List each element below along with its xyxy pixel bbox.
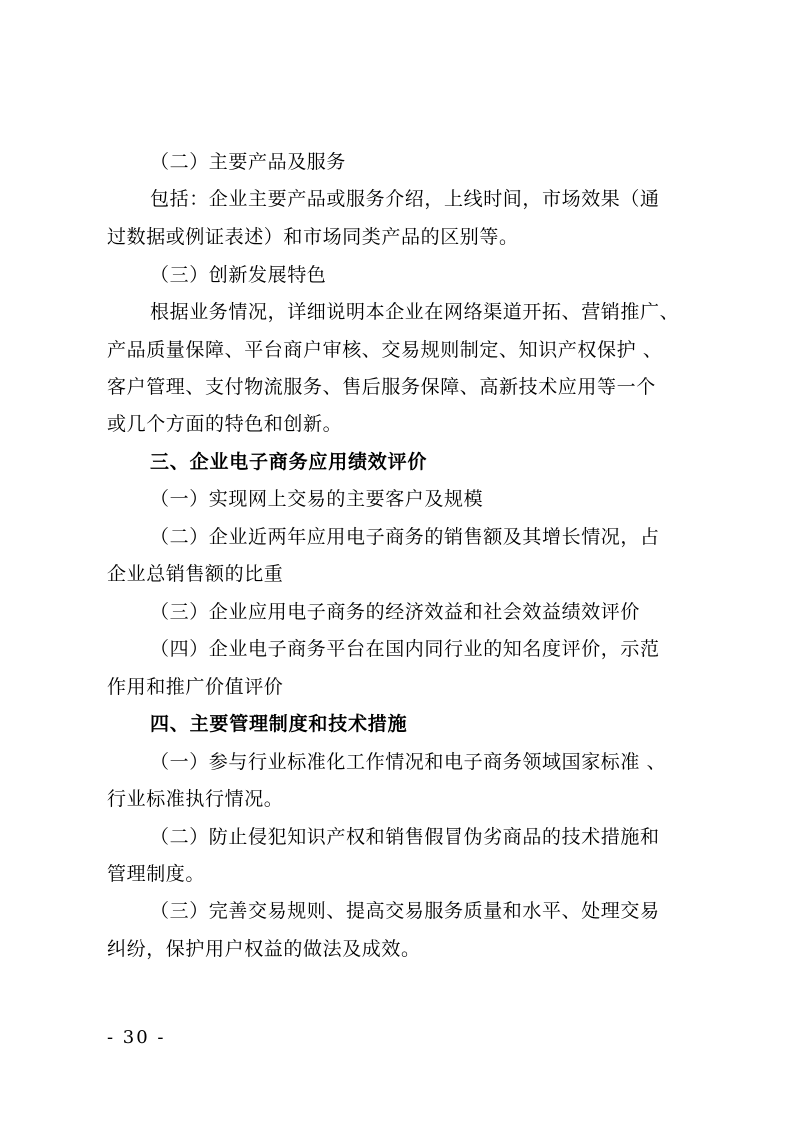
section-heading-management: 四、主要管理制度和技术措施 <box>150 713 408 735</box>
paragraph-line: 管理制度。 <box>107 863 206 885</box>
subsection-heading-innovation: （三）创新发展特色 <box>150 264 327 286</box>
paragraph-line: 企业总销售额的比重 <box>107 563 284 585</box>
list-item: （二）防止侵犯知识产权和销售假冒伪劣商品的技术措施和 <box>150 826 660 848</box>
list-item: （二）企业近两年应用电子商务的销售额及其增长情况，占 <box>150 526 660 548</box>
paragraph-line: 包括：企业主要产品或服务介绍，上线时间，市场效果（通 <box>150 188 660 210</box>
paragraph-line: 作用和推广价值评价 <box>107 676 284 698</box>
list-item: （一）实现网上交易的主要客户及规模 <box>150 488 484 510</box>
page-number: - 30 - <box>107 1027 166 1048</box>
paragraph-line: 过数据或例证表述）和市场同类产品的区别等。 <box>107 226 519 248</box>
paragraph-line: 或几个方面的特色和创新。 <box>107 413 343 435</box>
paragraph-line: 客户管理、支付物流服务、售后服务保障、高新技术应用等一个 <box>107 376 656 398</box>
list-item: （三）企业应用电子商务的经济效益和社会效益绩效评价 <box>150 601 641 623</box>
paragraph-line: 纠纷，保护用户权益的做法及成效。 <box>107 938 421 960</box>
list-item: （一）参与行业标准化工作情况和电子商务领域国家标准 、 <box>150 751 667 773</box>
section-heading-performance: 三、企业电子商务应用绩效评价 <box>150 451 428 473</box>
paragraph-line: 行业标准执行情况。 <box>107 788 284 810</box>
paragraph-line: 根据业务情况，详细说明本企业在网络渠道开拓、营销推广、 <box>150 301 680 323</box>
paragraph-line: 产品质量保障、平台商户审核、交易规则制定、知识产权保护 、 <box>107 339 663 361</box>
list-item: （三）完善交易规则、提高交易服务质量和水平、处理交易 <box>150 900 660 922</box>
subsection-heading-main-products: （二）主要产品及服务 <box>150 151 347 173</box>
list-item: （四）企业电子商务平台在国内同行业的知名度评价，示范 <box>150 638 660 660</box>
